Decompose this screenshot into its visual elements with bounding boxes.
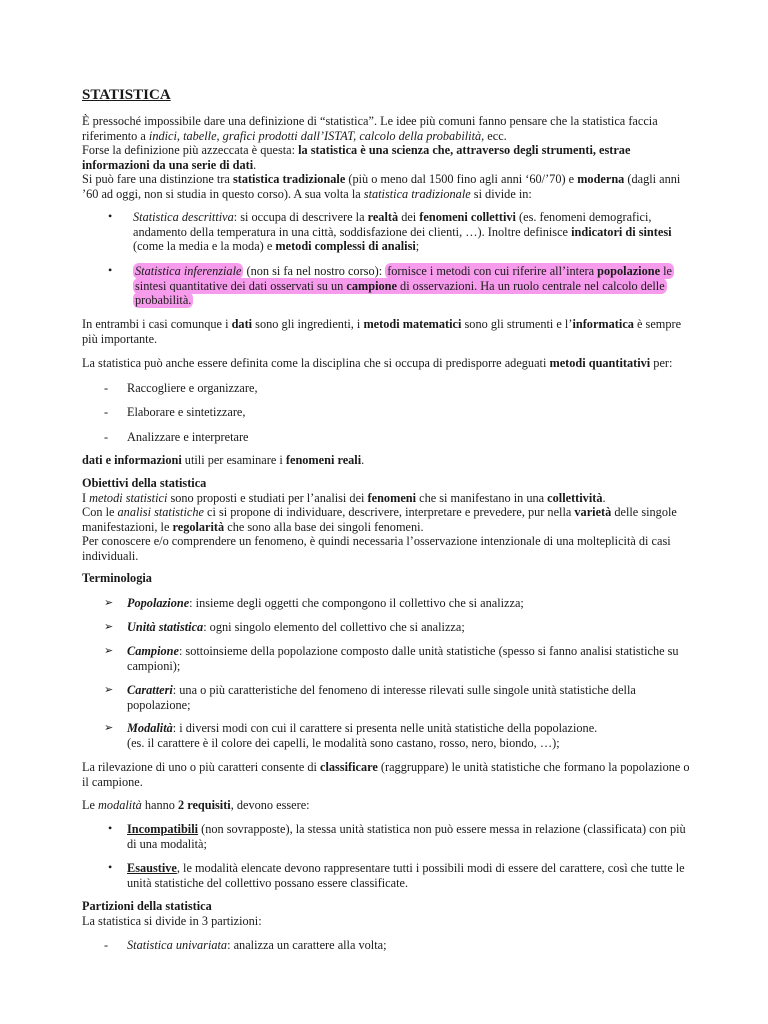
term-bold: moderna	[577, 172, 625, 187]
highlighted-term: Statistica inferenziale	[135, 264, 242, 278]
text: ci si propone di individuare, descrivere, interpretare e prevedere, pur nella	[203, 505, 575, 520]
term-bold: dati	[231, 317, 253, 331]
term-italic: statistica tradizionale	[363, 186, 471, 201]
term-italic: Statistica descrittiva	[133, 210, 234, 224]
intro-text: , ecc.	[481, 128, 507, 143]
text: La statistica si divide in 3 partizioni:	[82, 913, 262, 928]
term-bold-underlined: Esaustive	[127, 861, 177, 875]
text: I	[82, 490, 90, 505]
list-item-descrittiva	[133, 210, 693, 254]
arrow-bullet-icon: ➢	[104, 620, 114, 633]
term-bold-italic: Popolazione	[127, 596, 190, 610]
text: .	[361, 453, 365, 467]
dash-icon: -	[104, 381, 109, 395]
text: per:	[650, 356, 673, 370]
text: La rilevazione di uno o più caratteri consente di	[82, 760, 320, 774]
list-item: Elaborare e sintetizzare,	[127, 405, 246, 419]
term-bold: collettività	[547, 490, 603, 505]
paragraph-rilevazione	[82, 760, 694, 789]
term-italic: modalità	[98, 798, 142, 812]
dash-icon: -	[104, 938, 109, 952]
text: delle singole manifestazioni, le	[82, 505, 677, 534]
intro-text: si divide in:	[470, 186, 532, 201]
term-bold-underlined: Incompatibili	[127, 822, 199, 836]
list-item-incompatibili	[127, 822, 692, 851]
list-item-inferenziale	[133, 264, 678, 308]
text: : sottoinsieme della popolazione composto dalle unità statistiche (spesso si fanno analisi statistiche su campioni);	[127, 644, 679, 673]
intro-text: .	[253, 157, 257, 172]
text: che sono alla base dei singoli fenomeni.	[224, 519, 424, 534]
text: è sempre più importante.	[82, 317, 682, 346]
intro-text-italic: indici, tabelle, grafici prodotti dall’ISTAT, calcolo della probabilità	[148, 128, 482, 143]
term-item-popolazione	[127, 596, 697, 611]
intro-text: (dagli anni ’60 ad oggi, non si studia in questo corso). A sua volta la	[82, 172, 681, 201]
arrow-bullet-icon: ➢	[104, 683, 114, 696]
text: Le	[82, 798, 99, 812]
arrow-bullet-icon: ➢	[104, 596, 114, 609]
intro-text: (più o meno dal 1500 fino agli anni ‘60/’70) e	[345, 172, 578, 187]
section-heading: Partizioni della statistica	[82, 899, 212, 913]
text: In entrambi i casi comunque i	[82, 317, 232, 331]
list-item: Analizzare e interpretare	[127, 430, 249, 444]
bullet-icon: •	[108, 209, 113, 223]
section-partizioni	[82, 899, 694, 928]
bullet-icon: •	[108, 263, 113, 277]
text: (raggruppare) le unità statistiche che formano la popolazione o il campione.	[82, 760, 690, 789]
text: : insieme degli oggetti che compongono il collettivo che si analizza;	[189, 596, 524, 610]
section-heading: Obiettivi della statistica	[82, 476, 207, 490]
term-bold: 2 requisiti	[177, 798, 231, 812]
section-heading-terminologia	[82, 571, 694, 586]
text: : i diversi modi con cui il carattere si presenta nelle unità statistiche della popolazione.	[172, 721, 598, 735]
term-bold: informatica	[572, 317, 634, 331]
term-bold: popolazione	[597, 264, 661, 278]
term-italic: analisi statistiche	[117, 505, 204, 520]
text: (es. il carattere è il colore dei capelli, le modalità sono castano, rosso, nero, biondo, …);	[127, 735, 560, 750]
term-bold-italic: Modalità	[127, 721, 173, 735]
list-item: Raccogliere e organizzare,	[127, 381, 258, 395]
term-italic: metodi statistici	[89, 490, 168, 505]
term-bold: statistica tradizionale	[232, 172, 346, 187]
term-bold: dati e informazioni	[82, 453, 182, 467]
text: sono gli strumenti e l’	[461, 317, 573, 331]
term-bold: regolarità	[172, 519, 225, 534]
item-text: fornisce i metodi con cui riferire all’intera	[387, 264, 598, 278]
text: , le modalità elencate devono rappresentare tutti i possibili modi di essere del carattere, così che tutte le unità statistiche del collettivo possano essere classificate.	[127, 861, 685, 890]
text: sono gli ingredienti, i	[252, 317, 364, 331]
item-text: : si occupa di descrivere la	[233, 210, 368, 224]
term-bold: campione	[346, 278, 397, 293]
term-bold: fenomeni reali	[285, 453, 362, 467]
text: .	[602, 490, 606, 505]
paragraph-entrambi	[82, 317, 694, 346]
definition-bold: la statistica è una scienza che, attraverso degli strumenti, estrae informazioni da una serie di dati	[82, 143, 631, 172]
section-obiettivi	[82, 476, 694, 564]
term-bold: metodi complessi di analisi	[275, 239, 416, 254]
section-heading: Terminologia	[82, 571, 152, 585]
text: : ogni singolo elemento del collettivo che si analizza;	[203, 620, 465, 634]
item-text: di osservazioni. Ha un ruolo centrale nel calcolo delle probabilità.	[135, 278, 665, 308]
text: Per conoscere e/o comprendere un fenomeno, è quindi necessaria l’osservazione intenzionale di una molteplicità di casi individuali.	[82, 534, 671, 563]
paragraph-dati-informazioni	[82, 453, 694, 468]
term-bold: realtà	[367, 210, 399, 224]
term-bold-italic: Caratteri	[127, 683, 173, 697]
text: utili per esaminare i	[181, 453, 286, 467]
item-text: ;	[415, 239, 420, 254]
dash-icon: -	[104, 405, 109, 419]
term-item-campione	[127, 644, 697, 673]
intro-paragraph	[82, 114, 694, 202]
intro-text: Forse la definizione più azzeccata è questa:	[82, 143, 299, 158]
text: , devono essere:	[230, 798, 310, 812]
arrow-bullet-icon: ➢	[104, 644, 114, 657]
document-title: STATISTICA	[82, 87, 171, 103]
arrow-bullet-icon: ➢	[104, 721, 114, 734]
term-italic: Statistica univariata	[127, 938, 228, 952]
term-bold-italic: Unità statistica	[127, 620, 204, 634]
term-bold: indicatori di sintesi	[571, 224, 672, 239]
text: : analizza un carattere alla volta;	[227, 938, 387, 952]
term-bold: metodi quantitativi	[549, 356, 651, 370]
term-bold: varietà	[574, 505, 612, 520]
paragraph-definizione	[82, 356, 694, 371]
text: sono proposti e studiati per l’analisi dei	[167, 490, 368, 505]
bullet-icon: •	[108, 860, 113, 874]
term-item-caratteri	[127, 683, 697, 712]
intro-text: È pressoché impossibile dare una definizione di “statistica”. Le idee più comuni fanno pensare che la statistica faccia riferimento a	[82, 114, 658, 143]
term-bold: metodi matematici	[363, 317, 462, 331]
term-bold-italic: Campione	[127, 644, 179, 658]
item-text: (es. fenomeni demografici, andamento della temperatura in una città, soddisfazione dei clienti, …). Inoltre definisce	[133, 210, 652, 239]
term-bold: fenomeni collettivi	[419, 210, 516, 224]
text: (non sovrapposte), la stessa unità statistica non può essere messa in relazione (classificata) con più di una modalità;	[127, 822, 686, 851]
intro-text: Si può fare una distinzione tra	[82, 172, 233, 187]
term-bold: classificare	[320, 760, 378, 774]
term-item-modalita	[127, 721, 697, 750]
text: Con le	[82, 505, 118, 520]
text: hanno	[141, 798, 178, 812]
list-item-univariata	[127, 938, 687, 953]
list-item-esaustive	[127, 861, 697, 890]
item-text: (non si fa nel nostro corso):	[243, 264, 386, 278]
term-bold: fenomeni	[367, 490, 417, 505]
dash-icon: -	[104, 430, 109, 444]
text: : una o più caratteristiche del fenomeno di interesse rilevati sulle singole unità statistiche della popolazione;	[127, 683, 636, 712]
term-item-unita	[127, 620, 697, 635]
bullet-icon: •	[108, 821, 113, 835]
item-text: (come la media e la moda) e	[133, 239, 276, 254]
item-text: le sintesi quantitative dei dati osservati su un	[135, 264, 672, 293]
text: La statistica può anche essere definita come la disciplina che si occupa di predisporre adeguati	[82, 356, 550, 370]
item-text: dei	[398, 210, 420, 224]
text: che si manifestano in una	[416, 490, 548, 505]
paragraph-requisiti	[82, 798, 694, 813]
